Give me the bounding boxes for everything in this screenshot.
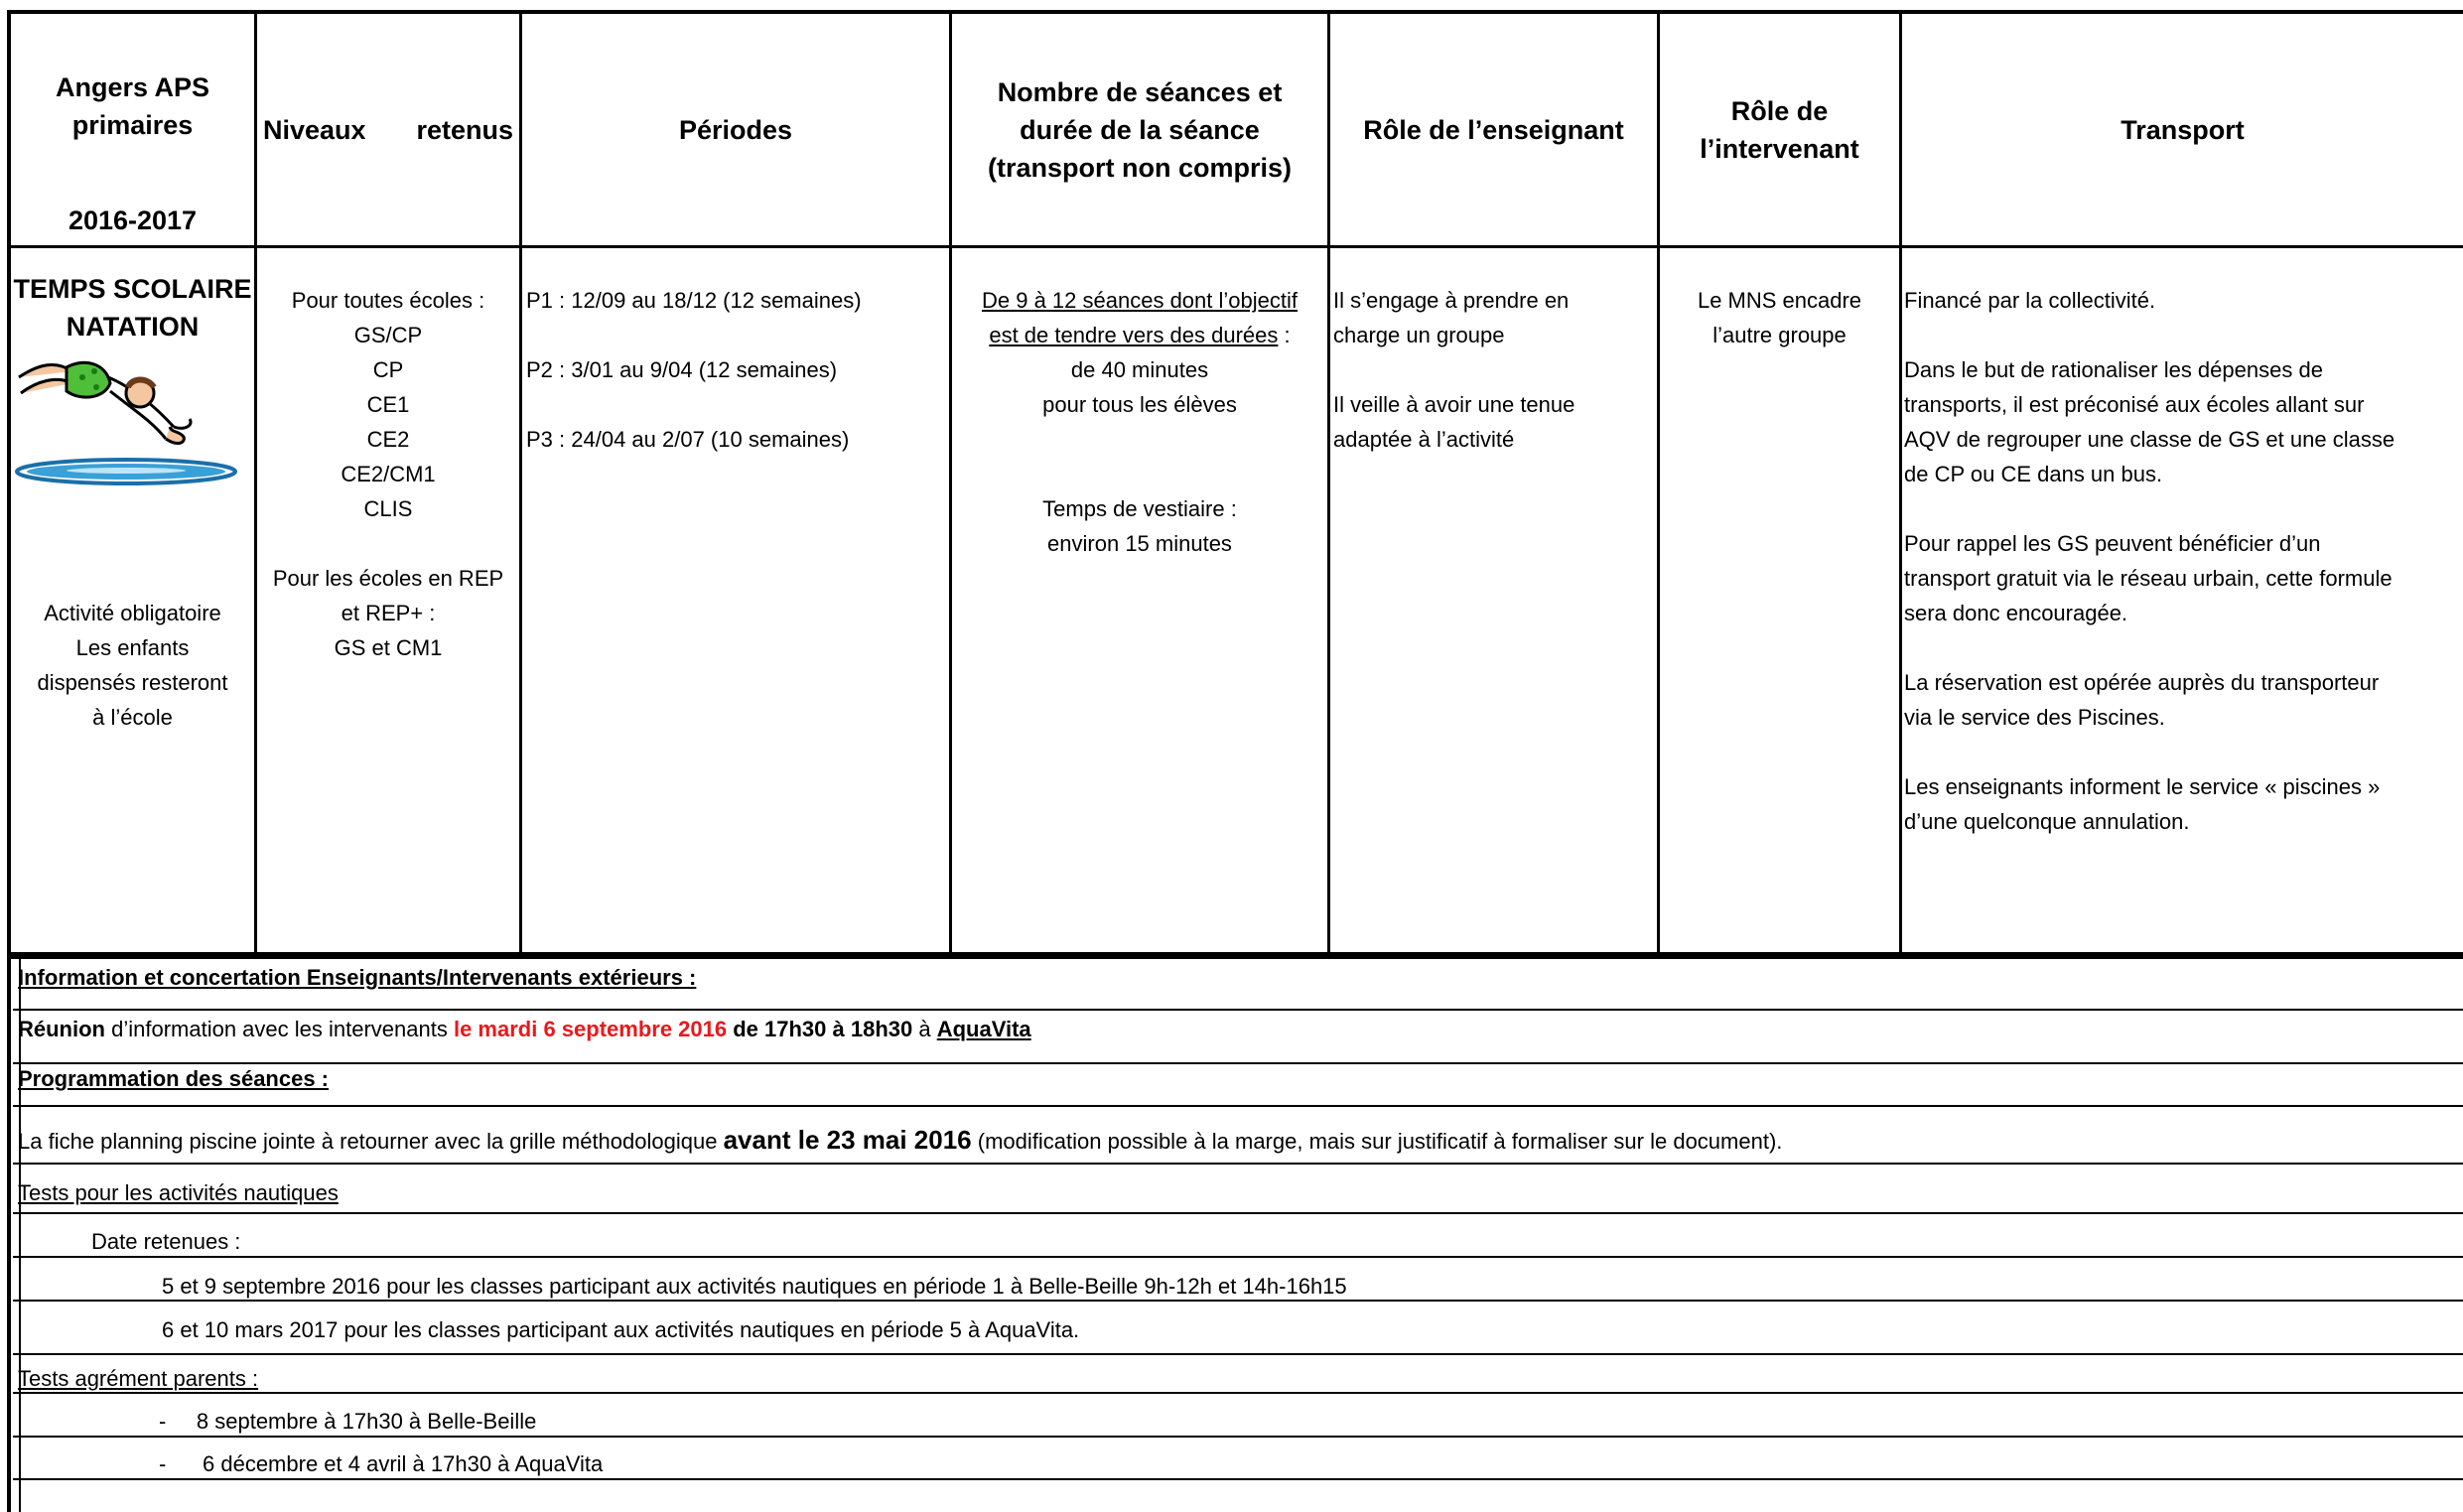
agrement-item: - 6 décembre et 4 avril à 17h30 à AquaVita [159, 1451, 604, 1476]
activity-cell: TEMPS SCOLAIRE NATATION Activité obligatoire Les enfants dispensés resteront à l’école [11, 270, 254, 735]
transport-cell: Financé par la collectivité. Dans le but de rationaliser les dépenses de transports, il est préconisé aux écoles allant sur AQV de regrouper une classe de GS et une classe de CP ou CE dans un bus. Pour rappel les GS peuvent bénéficier d’un transport gratuit via le réseau urbain, cette formule sera donc encouragée. La réservation est opérée auprès du transporteur via le service des Piscines. Les enseignants informent le service « piscines » d’une quelconque annulation. [1904, 288, 2395, 834]
header-col-niveaux: Niveaux retenus [263, 114, 513, 145]
niveaux-cell: Pour toutes écoles : GS/CP CP CE1 CE2 CE2/CM1 CLIS Pour les écoles en REP et REP+ : GS et CM1 [272, 288, 504, 660]
agrement-heading: Tests agrément parents : [18, 1366, 259, 1391]
activity-title: TEMPS SCOLAIRE [13, 274, 252, 304]
header-col-year: Angers APS primaires 2016-2017 [55, 72, 210, 235]
fiche-line: La fiche planning piscine jointe à retourner avec la grille méthodologique avant le 23 mai 2016 (modification possible à la marge, mais sur justificatif à formaliser sur le document). [18, 1125, 1783, 1155]
swimmer-diving-icon [7, 347, 245, 496]
tests-heading: Tests pour les activités nautiques [18, 1180, 339, 1205]
info-heading: Information et concertation Enseignants/Intervenants extérieurs : [18, 965, 697, 990]
reunion-line: Réunion d’information avec les intervenants le mardi 6 septembre 2016 de 17h30 à 18h30 à AquaVita [18, 1017, 1031, 1041]
intervenant-cell: Le MNS encadre l’autre groupe [1697, 288, 1862, 347]
programmation-heading: Programmation des séances : [18, 1066, 330, 1091]
agrement-item: - 8 septembre à 17h30 à Belle-Beille [159, 1409, 537, 1434]
header-col-enseignant: Rôle de l’enseignant [1363, 114, 1624, 145]
date-line-1: 5 et 9 septembre 2016 pour les classes participant aux activités nautiques en période 1 à Belle-Beille 9h-12h et 14h-16h15 [162, 1274, 1347, 1299]
periodes-cell: P1 : 12/09 au 18/12 (12 semaines) P2 : 3/01 au 9/04 (12 semaines) P3 : 24/04 au 2/07 (10 semaines) [526, 288, 862, 452]
activity-note: Activité obligatoire Les enfants dispensés resteront à l’école [37, 601, 228, 730]
header-col-periodes: Périodes [678, 114, 793, 145]
header-col-seances: Nombre de séances et durée de la séance (transport non compris) [987, 76, 1292, 183]
seances-cell: De 9 à 12 séances dont l’objectif est de tendre vers des durées : de 40 minutes pour tous les élèves Temps de vestiaire : environ 15 minutes [982, 288, 1298, 556]
enseignant-cell: Il s’engage à prendre en charge un groupe Il veille à avoir une tenue adaptée à l’activité [1333, 288, 1575, 452]
date-line-2: 6 et 10 mars 2017 pour les classes participant aux activités nautiques en période 5 à AquaVita. [162, 1317, 1080, 1342]
date-label: Date retenues : [91, 1229, 241, 1254]
header-col-transport: Transport [2121, 114, 2245, 145]
header-col-intervenant: Rôle de l’intervenant [1700, 95, 1859, 164]
